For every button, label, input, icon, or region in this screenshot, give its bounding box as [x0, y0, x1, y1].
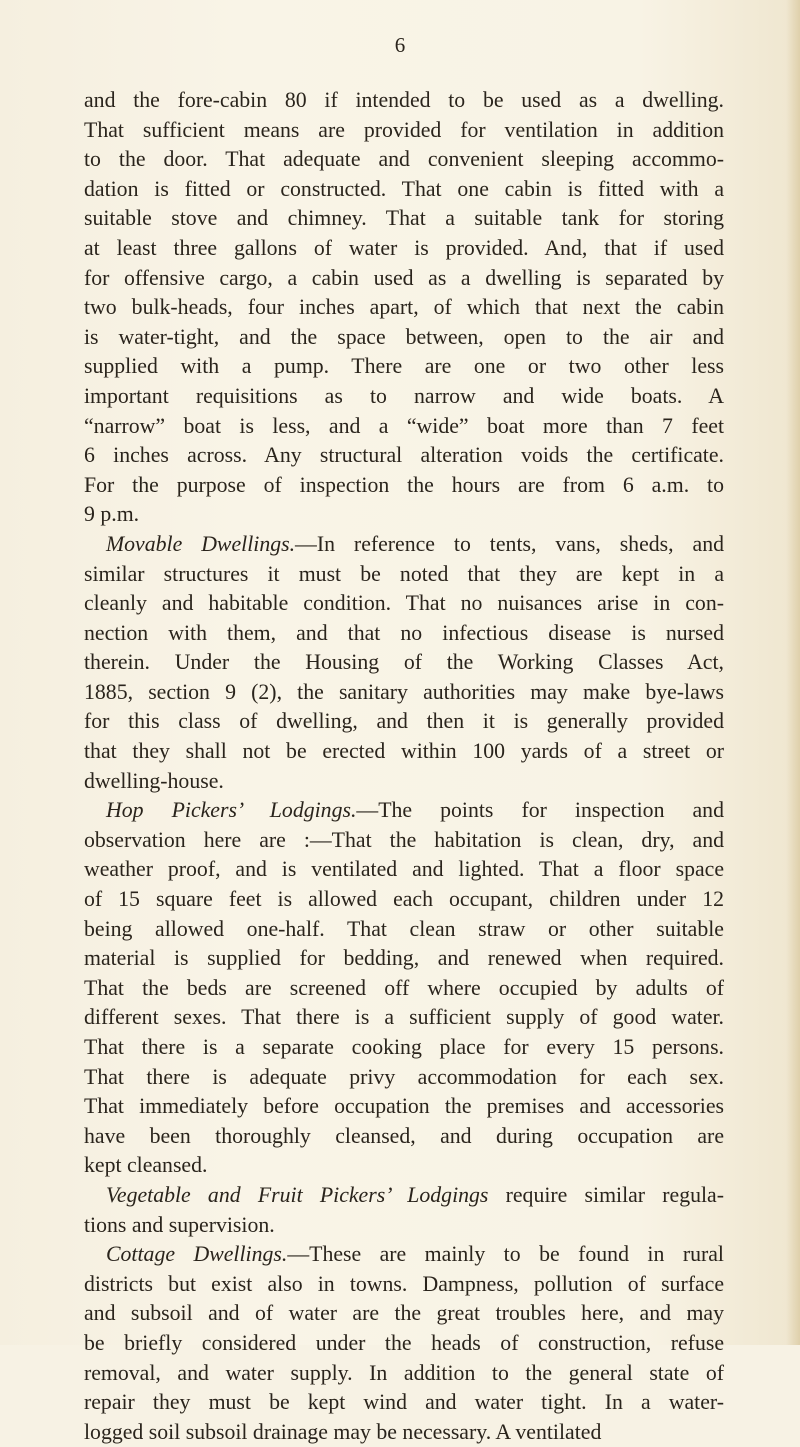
text-line: kept cleansed.: [84, 1153, 208, 1178]
text-line-content: —In reference to tents, vans, sheds, and: [295, 531, 724, 556]
text-line: cleanly and habitable condition. That no nuisances arise in con-: [84, 591, 724, 616]
text-line: That the beds are screened off where occupied by adults of: [84, 975, 724, 1000]
text-line: important requisitions as to narrow and wide boats. A: [84, 383, 724, 408]
text-line: nection with them, and that no infectious disease is nursed: [84, 620, 724, 645]
text-line: tions and supervision.: [84, 1212, 275, 1237]
text-line: districts but exist also in towns. Dampness, pollution of surface: [84, 1271, 724, 1296]
paragraph-hop-pickers: [84, 796, 724, 1181]
text-line: 1885, section 9 (2), the sanitary authorities may make bye-laws: [84, 679, 724, 704]
text-line: [84, 530, 724, 560]
text-line-content: —The points for inspection and: [356, 798, 724, 823]
text-line: That sufficient means are provided for ventilation in addition: [84, 117, 724, 142]
text-line: That there is adequate privy accommodation for each sex.: [84, 1064, 724, 1089]
text-line: [84, 796, 724, 826]
text-line: similar structures it must be noted that they are kept in a: [84, 561, 724, 586]
text-line: repair they must be kept wind and water tight. In a water-: [84, 1390, 724, 1415]
paragraph-movable-dwellings: [84, 530, 724, 796]
text-line: dwelling-house.: [84, 768, 224, 793]
text-line: removal, and water supply. In addition to the general state of: [84, 1360, 724, 1385]
text-line: have been thoroughly cleansed, and during occupation are: [84, 1123, 724, 1148]
text-line: different sexes. That there is a sufficient supply of good water.: [84, 1005, 724, 1030]
section-heading: Movable Dwellings.: [106, 531, 296, 556]
text-line: [84, 1181, 724, 1211]
section-heading: Hop Pickers’ Lodgings.: [106, 798, 357, 823]
page-edge-shadow: [786, 0, 800, 1345]
text-line: logged soil subsoil drainage may be necessary. A ventilated: [84, 1419, 602, 1444]
text-line: for offensive cargo, a cabin used as a dwelling is separated by: [84, 265, 724, 290]
text-line: For the purpose of inspection the hours are from 6 a.m. to: [84, 472, 724, 497]
text-line-content: require similar regula-: [488, 1182, 724, 1207]
text-line: that they shall not be erected within 100 yards of a street or: [84, 739, 724, 764]
text-line: at least three gallons of water is provided. And, that if used: [84, 235, 724, 260]
text-line: material is supplied for bedding, and renewed when required.: [84, 946, 724, 971]
text-line: [84, 1240, 724, 1270]
text-line: and the fore-cabin 80 if intended to be used as a dwelling.: [84, 88, 724, 112]
text-line: 6 inches across. Any structural alteration voids the certificate.: [84, 443, 724, 468]
page-number: 6: [394, 33, 406, 57]
text-line: two bulk-heads, four inches apart, of which that next the cabin: [84, 295, 724, 320]
text-line: of 15 square feet is allowed each occupant, children under 12: [84, 887, 724, 912]
text-line: supplied with a pump. There are one or two other less: [84, 354, 724, 379]
text-line: weather proof, and is ventilated and lighted. That a floor space: [84, 857, 724, 882]
body-text: [84, 86, 724, 1447]
text-line: is water-tight, and the space between, open to the air and: [84, 324, 724, 349]
text-line: observation here are :—That the habitation is clean, dry, and: [84, 827, 724, 852]
paragraph-cottage-dwellings: [84, 1240, 724, 1447]
text-line: be briefly considered under the heads of construction, refuse: [84, 1330, 724, 1355]
text-line: 9 p.m.: [84, 502, 140, 527]
text-line-content: —These are mainly to be found in rural: [287, 1242, 724, 1267]
text-line: for this class of dwelling, and then it is generally provided: [84, 709, 724, 734]
text-line: dation is fitted or constructed. That one cabin is fitted with a: [84, 176, 724, 201]
text-line: suitable stove and chimney. That a suitable tank for storing: [84, 206, 724, 231]
paragraph-vegetable-pickers: [84, 1181, 724, 1240]
section-heading: Cottage Dwellings.: [106, 1242, 288, 1267]
paragraph-canal-boats: [84, 86, 724, 530]
text-line: being allowed one-half. That clean straw or other suitable: [84, 916, 724, 941]
text-line: That there is a separate cooking place for every 15 persons.: [84, 1035, 724, 1059]
text-line: and subsoil and of water are the great troubles here, and may: [84, 1301, 724, 1326]
text-line: “narrow” boat is less, and a “wide” boat more than 7 feet: [84, 413, 724, 438]
text-line: to the door. That adequate and convenient sleeping accommo-: [84, 147, 724, 172]
section-heading: Vegetable and Fruit Pickers’ Lodgings: [106, 1182, 489, 1207]
text-line: therein. Under the Housing of the Working Classes Act,: [84, 650, 724, 675]
text-line: That immediately before occupation the premises and accessories: [84, 1094, 724, 1119]
